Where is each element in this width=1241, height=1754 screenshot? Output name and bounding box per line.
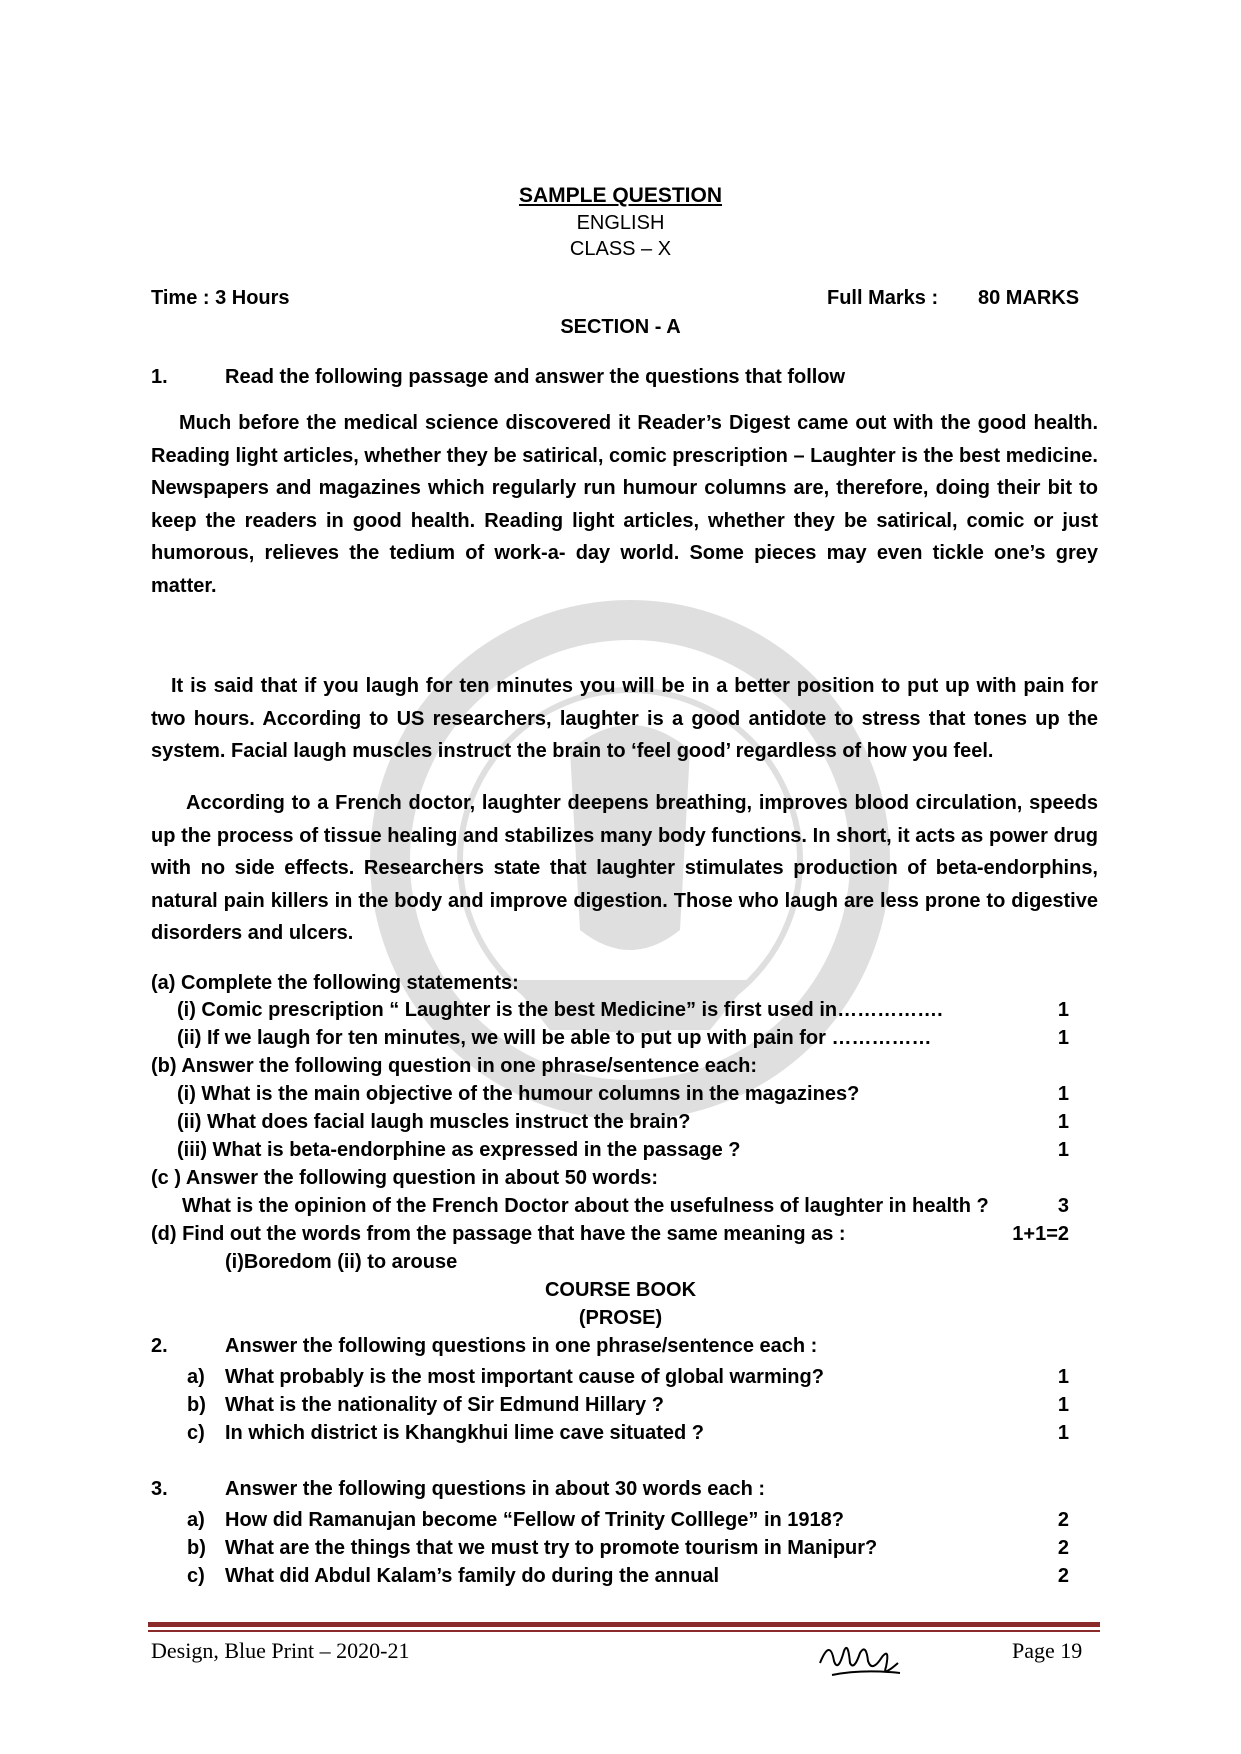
q3-item-marks: 2	[1057, 1537, 1069, 1559]
footer-rule-thin	[148, 1630, 1100, 1632]
q1-item	[151, 1251, 1069, 1279]
passage-paragraph: Much before the medical science discovered it Reader’s Digest came out with the good health. Reading light articles, whether they be satirical, comic prescription – Laughter is the best medicine. Newspapers and magazines which regularly run humour columns are, therefore, doing their bit to keep the readers in good health. Reading light articles, whether they be satirical, comic or just humorous, relieves the tedium of work-a- day world. Some pieces may even tickle one’s grey matter.	[151, 412, 1098, 597]
footer-doc-title: Design, Blue Print – 2020-21	[151, 1638, 410, 1663]
passage-paragraph: It is said that if you laugh for ten minutes you will be in a better position to put up with pain for two hours. According to US researchers, laughter is a good antidote to stress that tones up the system. Facial laugh muscles instruct the brain to ‘feel good’ regardless of how you feel.	[151, 675, 1098, 762]
q1-item	[151, 972, 1069, 1000]
q3-item	[151, 1537, 1069, 1565]
q3-number: 3.	[151, 1478, 168, 1500]
q2-item	[151, 1366, 1069, 1394]
q3-item-text: What are the things that we must try to promote tourism in Manipur?	[225, 1537, 878, 1559]
q3-item-label: b)	[187, 1537, 206, 1559]
q2-item-marks: 1	[1057, 1366, 1069, 1388]
q1-item	[151, 1167, 1069, 1195]
q1-item	[151, 1195, 1069, 1223]
q1-item	[151, 1027, 1069, 1055]
q2-item-text: In which district is Khangkhui lime cave situated ?	[225, 1422, 704, 1444]
q1-item-text: (c ) Answer the following question in about 50 words:	[151, 1167, 659, 1189]
q1-item	[151, 1223, 1069, 1251]
q2-item-label: c)	[187, 1422, 205, 1444]
q1-item-marks: 1	[1057, 999, 1069, 1021]
q2-item-marks: 1	[1057, 1394, 1069, 1416]
q1-item-marks: 1	[1057, 1111, 1069, 1133]
q1-item	[151, 1083, 1069, 1111]
page-number: Page 19	[1012, 1638, 1083, 1663]
q1-item-marks: 1	[1057, 1027, 1069, 1049]
q1-item-marks: 1+1=2	[1012, 1223, 1069, 1245]
prose-subheading: (PROSE)	[578, 1307, 663, 1329]
q1-item-text: (i)Boredom (ii) to arouse	[225, 1251, 458, 1273]
footer-rule	[148, 1622, 1100, 1627]
full-marks-value: 80 MARKS	[978, 287, 1080, 309]
q2-item-text: What is the nationality of Sir Edmund Hillary ?	[225, 1394, 664, 1416]
q1-item	[151, 1055, 1069, 1083]
q3-item-marks: 2	[1057, 1509, 1069, 1531]
time-label: Time : 3 Hours	[151, 287, 290, 309]
q1-item	[151, 1111, 1069, 1139]
signature-image	[812, 1633, 912, 1683]
q3-item-marks: 2	[1057, 1565, 1069, 1587]
q1-item-text: (b) Answer the following question in one phrase/sentence each:	[151, 1055, 758, 1077]
q2-item-label: b)	[187, 1394, 206, 1416]
q3-instruction: Answer the following questions in about 30 words each :	[225, 1478, 766, 1500]
q1-item-text: What is the opinion of the French Doctor about the usefulness of laughter in health ?	[182, 1195, 989, 1217]
q1-item	[151, 999, 1069, 1027]
q1-item	[151, 1139, 1069, 1167]
q1-instruction: Read the following passage and answer the questions that follow	[225, 366, 846, 388]
q3-item-label: c)	[187, 1565, 205, 1587]
q1-item-marks: 3	[1057, 1195, 1069, 1217]
class-label: CLASS – X	[569, 238, 672, 260]
q3-item	[151, 1565, 1069, 1593]
q3-item-text: What did Abdul Kalam’s family do during the annual	[225, 1565, 720, 1587]
q1-item-text: (i) What is the main objective of the humour columns in the magazines?	[177, 1083, 860, 1105]
q3-item-text: How did Ramanujan become “Fellow of Trinity Colllege” in 1918?	[225, 1509, 844, 1531]
q3-item-label: a)	[187, 1509, 205, 1531]
q2-item-text: What probably is the most important cause of global warming?	[225, 1366, 824, 1388]
q1-item-text: (i) Comic prescription “ Laughter is the best Medicine” is first used in…………….	[177, 999, 943, 1021]
q2-item	[151, 1394, 1069, 1422]
full-marks-label: Full Marks :	[827, 287, 939, 309]
q1-item-marks: 1	[1057, 1139, 1069, 1161]
section-heading: SECTION - A	[560, 316, 681, 338]
q1-item-marks: 1	[1057, 1083, 1069, 1105]
q2-instruction: Answer the following questions in one phrase/sentence each :	[225, 1335, 818, 1357]
q1-item-text: (ii) What does facial laugh muscles instruct the brain?	[177, 1111, 691, 1133]
q1-number: 1.	[151, 366, 168, 388]
q1-item-text: (iii) What is beta-endorphine as expressed in the passage ?	[177, 1139, 741, 1161]
q2-item	[151, 1422, 1069, 1450]
passage-paragraph: According to a French doctor, laughter deepens breathing, improves blood circulation, speeds up the process of tissue healing and stabilizes many body functions. In short, it acts as power drug with no side effects. Researchers state that laughter stimulates production of beta-endorphins, natural pain killers in the body and improve digestion. Those who laugh are less prone to digestive disorders and ulcers.	[151, 792, 1098, 944]
q1-item-text: (ii) If we laugh for ten minutes, we will be able to put up with pain for ……………	[177, 1027, 932, 1049]
q1-item-text: (a) Complete the following statements:	[151, 972, 519, 994]
q3-item	[151, 1509, 1069, 1537]
q2-item-label: a)	[187, 1366, 205, 1388]
q2-number: 2.	[151, 1335, 168, 1357]
q2-item-marks: 1	[1057, 1422, 1069, 1444]
q1-item-text: (d) Find out the words from the passage that have the same meaning as :	[151, 1223, 846, 1245]
page-title: SAMPLE QUESTION	[518, 184, 723, 207]
subject-label: ENGLISH	[576, 212, 665, 234]
course-book-heading: COURSE BOOK	[544, 1279, 697, 1301]
